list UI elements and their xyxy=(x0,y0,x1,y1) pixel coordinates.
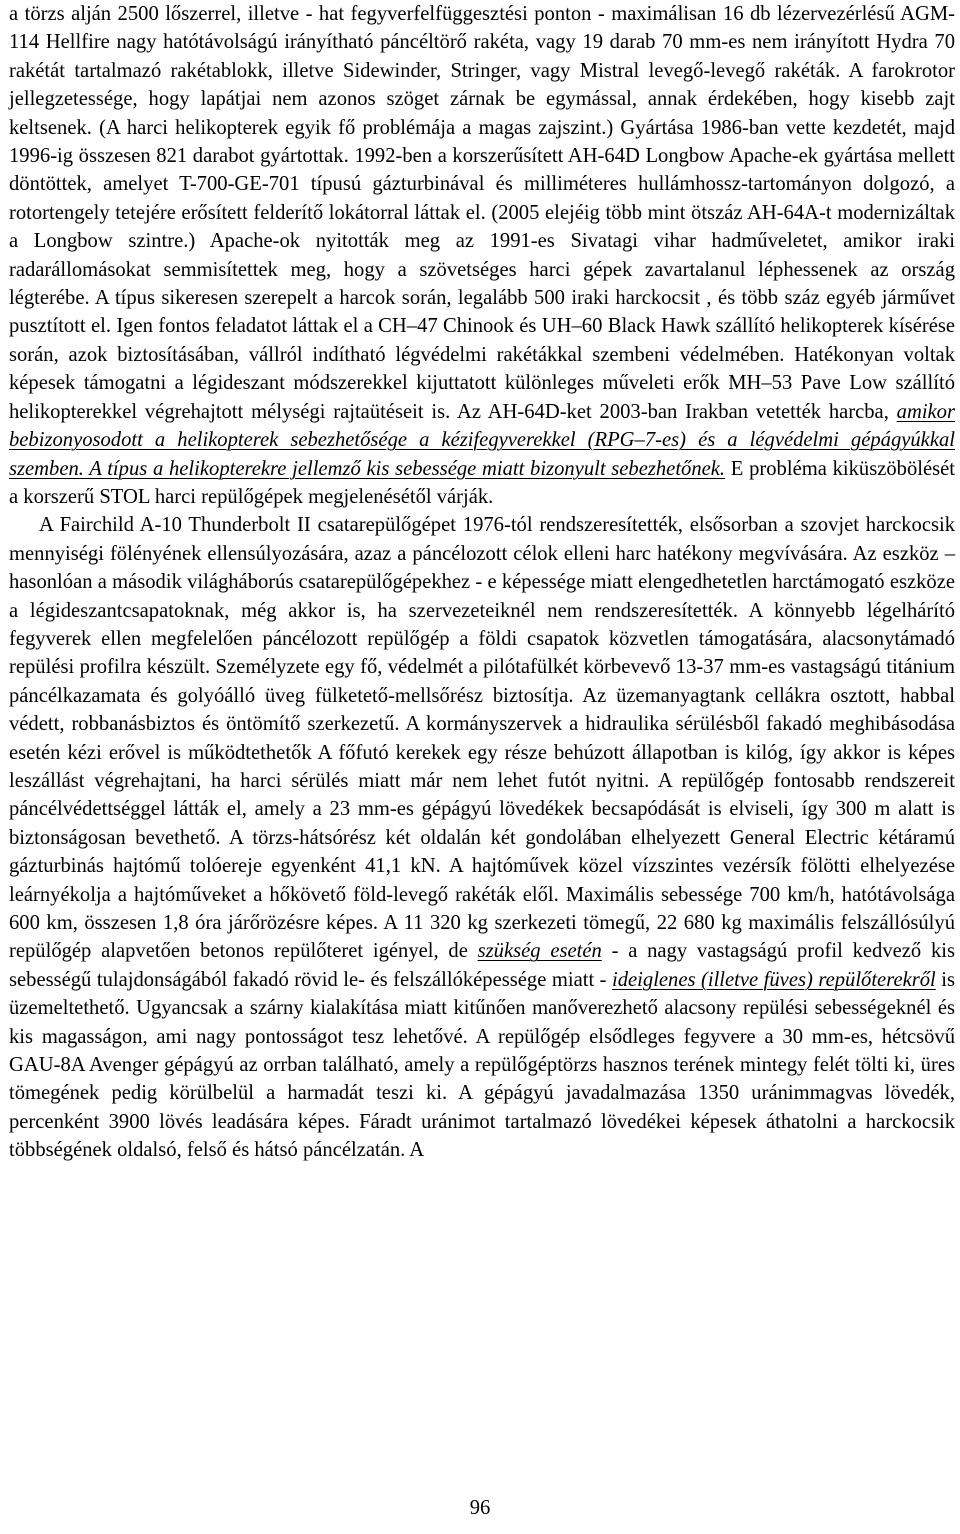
paragraph-a10 xyxy=(9,511,955,1164)
paragraph-a10-emphasis-2: ideiglenes (illetve füves) repülőterekről xyxy=(612,968,936,991)
page-number: 96 xyxy=(469,1497,491,1519)
paragraph-a10-text-3: is üzemeltethető. Ugyancsak a szárny kialakítása miatt kitűnően manőverezhető alacsony repülési sebességeknél és kis magasságon, ami nagy pontosságot tesz lehetővé. A repülőgép elsődleges fegyvere a 30 mm-es, hétcsövű GAU-8A Avenger gépágyú az orrban található, amely a repülőgéptörzs hasznos terének mintegy felét tölti ki, üres tömegének pedig körülbelül a harmadát teszi ki. A gépágyú javadalmazása 1350 uránimmagvas lövedék, percenként 3900 lövés leadására képes. Fáradt uránimot tartalmazó lövedékei képesek áthatolni a harckocsik többségének oldalsó, felső és hátsó páncélzatán. A xyxy=(9,968,955,1162)
document-body xyxy=(9,0,955,1165)
paragraph-apache-emphasis: amikor bebizonyosodott a helikopterek sebezhetősége a kézifegyverekkel (RPG–7-es) és a légvédelmi gépágyúkkal szemben. A típus a helikopterekre jellemző kis sebessége miatt bizonyult sebezhetőnek. xyxy=(9,400,955,480)
paragraph-apache-text: a törzs alján 2500 lőszerrel, illetve - hat fegyverfelfüggesztési ponton - maximálisan 16 db lézervezérlésű AGM-114 Hellfire nagy hatótávolságú irányítható páncéltörő rakéta, vagy 19 darab 70 mm-es nem irányított Hydra 70 rakétát tartalmazó rakétablokk, illetve Sidewinder, Stringer, vagy Mistral levegő-levegő rakéták. A farokrotor jellegzetessége, hogy lapátjai nem azonos szöget zárnak be egymással, annak érdekében, hogy kisebb zajt keltsenek. (A harci helikopterek egyik fő problémája a magas zajszint.) Gyártása 1986-ban vette kezdetét, majd 1996-ig összesen 821 darabot gyártottak. 1992-ben a korszerűsített AH-64D Longbow Apache-ek gyártása mellett döntöttek, amelyet T-700-GE-701 típusú gázturbinával és milliméteres hullámhossz-tartományon dolgozó, a rotortengely tetejére erősített felderítő lokátorral láttak el. (2005 elejéig több mint ötszáz AH-64A-t modernizáltak a Longbow szintre.) Apache-ok nyitották meg az 1991-es Sivatagi vihar hadműveletet, amikor iraki radarállomásokat semmisítettek meg, hogy a szövetséges harci gépek zavartalanul léphessenek az ország légterébe. A típus sikeresen szerepelt a harcok során, legalább 500 iraki harckocsit , és több száz egyéb járművet pusztított el. Igen fontos feladatot láttak el a CH–47 Chinook és UH–60 Black Hawk szállító helikopterek kísérése során, azok biztosításában, vállról indítható légvédelmi rakétákkal szembeni védelmében. Hatékonyan voltak képesek támogatni a légideszant módszerekkel kijuttatott különleges műveleti erők MH–53 Pave Low szállító helikopterekkel végrehajtott mélységi rajtaütéseit is. Az AH-64D-ket 2003-ban Irakban vetették harcba, xyxy=(9,3,955,423)
paragraph-a10-text-2: - a nagy vastagságú profil kedvező kis sebességű tulajdonságából fakadó rövid le- és felszállóképessége miatt - xyxy=(9,940,955,991)
paragraph-a10-emphasis-1: szükség esetén xyxy=(477,940,602,963)
paragraph-apache-tail: E probléma kiküszöbölését a korszerű STOL harci repülőgépek megjelenésétől várják. xyxy=(9,457,955,508)
paragraph-apache xyxy=(9,0,955,511)
paragraph-a10-text-1: A Fairchild A-10 Thunderbolt II csatarepülőgépet 1976-tól rendszeresítették, elsősorban a szovjet harckocsik mennyiségi fölényének ellensúlyozására, azaz a páncélozott célok elleni harc hatékony megvívására. Az eszköz – hasonlóan a második világháborús csatarepülőgépekhez - e képessége miatt elengedhetetlen harctámogató eszköze a légideszantcsapatoknak, még akkor is, ha szervezeteiknél nem rendszeresítették. A könnyebb légelhárító fegyverek ellen megfelelően páncélozott repülőgép a földi csapatok közvetlen támogatására, alacsonytámadó repülési profilra készült. Személyzete egy fő, védelmét a pilótafülkét körbevevő 13-37 mm-es vastagságú titánium páncélkazamata és golyóálló üveg fülketető-mellsőrész biztosítja. Az üzemanyagtank cellákra osztott, habbal védett, robbanásbiztos és öntömítő szerkezetű. A kormányszervek a hidraulika sérülésből fakadó meghibásodása esetén kézi erővel is működtethetők A főfutó kerekek egy része behúzott állapotban is kilóg, így akkor is képes leszállást végrehajtani, ha harci sérülés miatt már nem lehet futót nyitni. A repülőgép fontosabb rendszereit páncélvédettséggel látták el, amely a 23 mm-es gépágyú lövedékek becsapódását is elviseli, így 300 m alatt is biztonságosan bevethető. A törzs-hátsórész két oldalán két gondolában elhelyezett General Electric kétáramú gázturbinás hajtómű tolóereje egyenként 41,1 kN. A hajtóművek közel vízszintes vezérsík fölötti elhelyezése leárnyékolja a hajtóműveket a hőkövető föld-levegő rakéták elől. Maximális sebessége 700 km/h, hatótávolsága 600 km, összesen 1,8 óra járőrözésre képes. A 11 320 kg szerkezeti tömegű, 22 680 kg maximális felszállósúlyú repülőgép alapvetően betonos repülőteret igényel, de xyxy=(9,514,955,963)
